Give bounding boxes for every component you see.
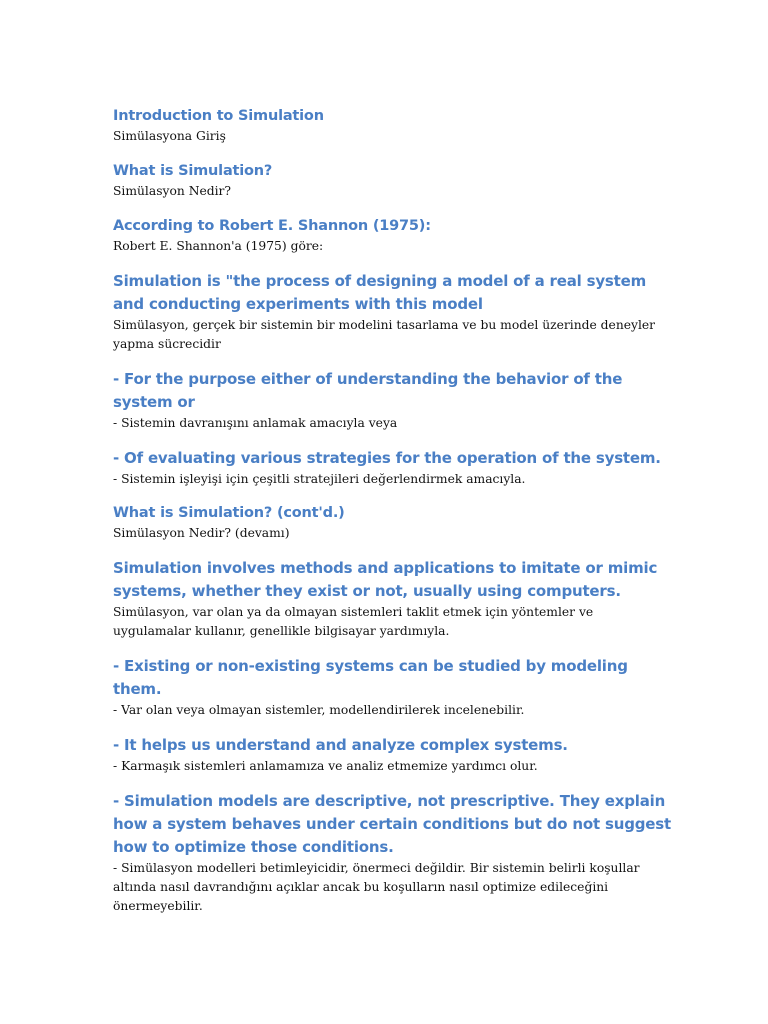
section-heading: - Simulation models are descriptive, not prescriptive. They explain how a system behaves under certain conditions but do not suggest how to optimize those conditions. xyxy=(113,792,671,856)
section-translation: - Sistemin işleyişi için çeşitli stratejileri değerlendirmek amacıyla. xyxy=(113,472,526,486)
section-heading: Simulation is "the process of designing a model of a real system and conducting experiments with this model xyxy=(113,272,647,313)
section-methods xyxy=(113,557,673,641)
section-shannon xyxy=(113,216,673,256)
section-purpose-evaluating xyxy=(113,447,673,489)
section-translation: - Sistemin davranışını anlamak amacıyla veya xyxy=(113,416,398,430)
section-what-is xyxy=(113,161,673,201)
section-translation: Simülasyon Nedir? xyxy=(113,184,232,198)
section-heading: - Of evaluating various strategies for the operation of the system. xyxy=(113,449,661,467)
section-heading: - For the purpose either of understanding the behavior of the system or xyxy=(113,370,623,411)
section-translation: Robert E. Shannon'a (1975) göre: xyxy=(113,239,324,253)
section-purpose-understanding xyxy=(113,368,673,433)
section-translation: Simülasyon Nedir? (devamı) xyxy=(113,526,290,540)
section-translation: - Simülasyon modelleri betimleyicidir, önermeci değildir. Bir sistemin belirli koşullar altında nasıl davrandığını açıklar ancak bu koşulların nasıl optimize edileceğini önermeyebilir. xyxy=(113,861,640,913)
section-heading: - Existing or non-existing systems can be studied by modeling them. xyxy=(113,657,628,698)
section-existing-systems xyxy=(113,655,673,720)
section-heading: Simulation involves methods and applications to imitate or mimic systems, whether they exist or not, usually using computers. xyxy=(113,559,658,600)
section-descriptive-models xyxy=(113,790,673,916)
section-definition xyxy=(113,270,673,354)
section-translation: Simülasyon, var olan ya da olmayan sistemleri taklit etmek için yöntemler ve uygulamalar kullanır, genellikle bilgisayar yardımıyla. xyxy=(113,605,594,638)
section-translation: - Karmaşık sistemleri anlamamıza ve analiz etmemize yardımcı olur. xyxy=(113,759,538,773)
section-heading: Introduction to Simulation xyxy=(113,108,324,124)
section-heading: What is Simulation? (cont'd.) xyxy=(113,505,345,521)
section-heading: - It helps us understand and analyze complex systems. xyxy=(113,736,568,754)
section-heading: According to Robert E. Shannon (1975): xyxy=(113,218,431,234)
section-translation: Simülasyon, gerçek bir sistemin bir modelini tasarlama ve bu model üzerinde deneyler yapma sücrecidir xyxy=(113,318,656,351)
section-translation: - Var olan veya olmayan sistemler, modellendirilerek incelenebilir. xyxy=(113,703,525,717)
section-complex-systems xyxy=(113,734,673,776)
document-page xyxy=(113,106,673,916)
section-translation: Simülasyona Giriş xyxy=(113,129,226,143)
section-heading: What is Simulation? xyxy=(113,163,273,179)
section-what-is-contd xyxy=(113,503,673,543)
section-intro xyxy=(113,106,673,146)
